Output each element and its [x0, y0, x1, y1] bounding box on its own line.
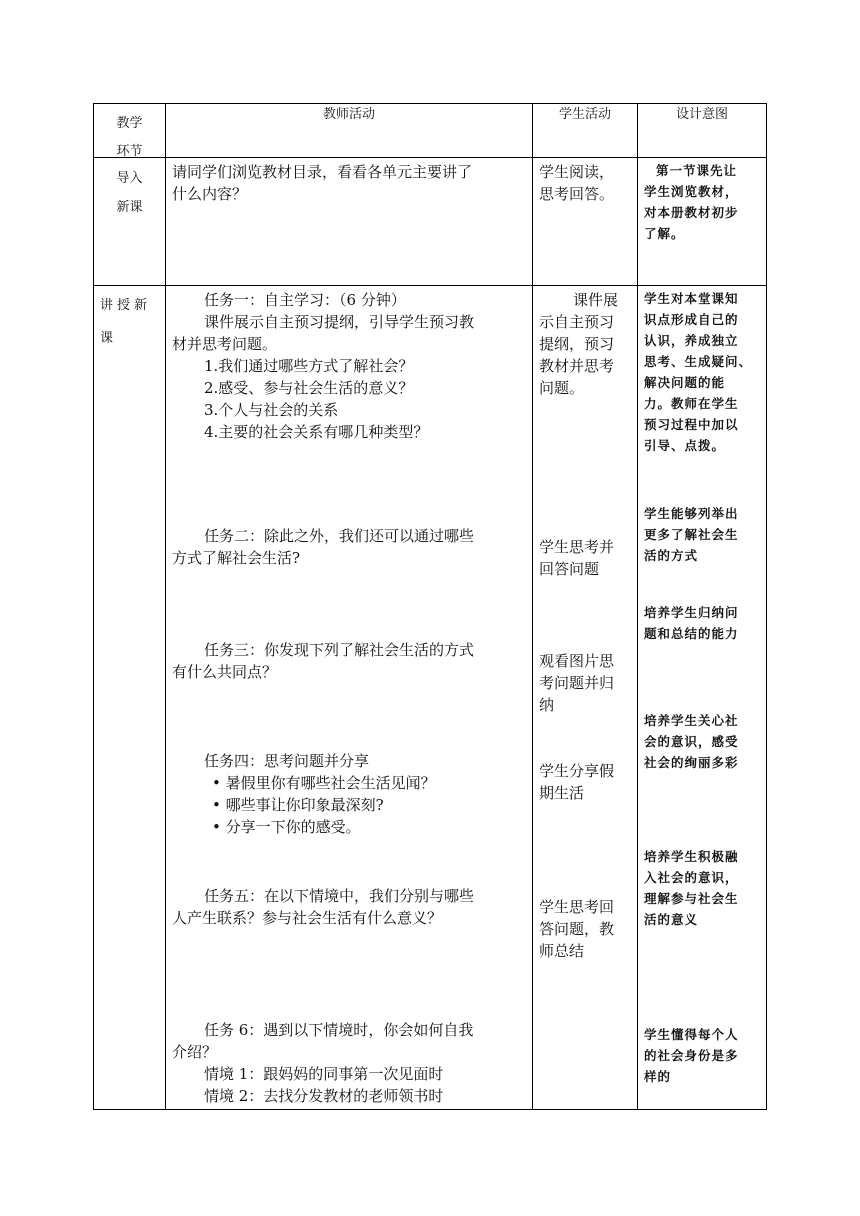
task6-intent-line: 的社会身份是多 — [644, 1048, 739, 1063]
task2-line: 任务二：除此之外，我们还可以通过哪些 — [204, 527, 475, 545]
task5-line: 人产生联系？参与社会生活有什么意义？ — [172, 909, 443, 927]
task2-intent-line: 更多了解社会生 — [644, 527, 739, 542]
task3-teacher-activity — [172, 639, 530, 683]
task6-intent-line: 样的 — [644, 1069, 672, 1084]
task4-intent-line: 会的意识，感受 — [644, 734, 739, 749]
task1-intent-line: 学生对本堂课知 — [644, 291, 739, 306]
task1-student-line: 提纲，预习 — [539, 335, 615, 353]
task1-question: 4.主要的社会关系有哪几种类型？ — [204, 423, 429, 441]
task1-title: 任务一：自主学习：（6 分钟） — [204, 291, 406, 309]
stage-new-lesson — [100, 289, 164, 355]
table-border-bottom — [93, 1109, 767, 1110]
table-row-divider — [93, 157, 767, 158]
intro-intent-line: 第一节课先让 — [656, 163, 738, 178]
task1-desc-line: 课件展示自主预习提纲，引导学生预习教 — [204, 313, 475, 331]
task5-intent-line: 活的意义 — [644, 912, 699, 927]
task4-bullet: • 暑假里你有哪些社会生活见闻？ — [212, 774, 436, 792]
task3-student-activity — [539, 650, 635, 716]
table-col-divider — [532, 103, 533, 1110]
task1-intent-line: 认识，养成独立 — [644, 333, 739, 348]
task1-intent-line: 力。教师在学生 — [644, 396, 739, 411]
task3-student-line: 考问题并归 — [539, 674, 615, 692]
stage-new-lesson-line: 课 — [100, 331, 118, 346]
table-border-left — [93, 103, 94, 1110]
task6-design-intent — [644, 1024, 766, 1087]
task1-question: 1.我们通过哪些方式了解社会？ — [204, 357, 414, 375]
header-stage — [94, 110, 165, 166]
task6-intent-line: 学生懂得每个人 — [644, 1027, 739, 1042]
task4-student-line: 学生分享假 — [539, 762, 615, 780]
intro-student-line: 学生阅读， — [539, 163, 615, 181]
task5-student-line: 答问题，教 — [539, 920, 615, 938]
task1-intent-line: 预习过程中加以 — [644, 417, 739, 432]
table-border-right — [766, 103, 767, 1110]
task2-design-intent — [644, 503, 766, 566]
task2-teacher-activity — [172, 525, 530, 569]
stage-new-lesson-line: 讲授新 — [100, 298, 152, 313]
task4-bullet: • 哪些事让你印象最深刻? — [212, 796, 384, 814]
intro-intent-line: 对本册教材初步 — [644, 205, 739, 220]
task5-student-activity — [539, 896, 635, 962]
table-col-divider — [637, 103, 638, 1110]
intro-teacher-line: 请同学们浏览教材目录，看看各单元主要讲了 — [172, 163, 473, 181]
task1-student-line: 示自主预习 — [539, 313, 615, 331]
intro-student-activity — [539, 161, 635, 205]
intro-student-line: 思考回答。 — [539, 185, 615, 203]
task5-teacher-activity — [172, 885, 530, 929]
task6-scenario: 情境 2：去找分发教材的老师领书时 — [204, 1087, 444, 1105]
task2-line: 方式了解社会生活? — [172, 549, 301, 567]
task4-student-line: 期生活 — [539, 784, 585, 802]
task2-intent-line: 活的方式 — [644, 548, 699, 563]
header-student-activity: 学生活动 — [558, 107, 611, 122]
task5-student-line: 师总结 — [539, 942, 585, 960]
task2-student-activity — [539, 536, 635, 580]
task2-student-line: 学生思考并 — [539, 538, 615, 556]
task4-student-activity — [539, 760, 635, 804]
task4-design-intent — [644, 710, 766, 773]
task3-design-intent — [644, 602, 766, 644]
task1-desc-line: 材并思考问题。 — [172, 335, 278, 353]
task5-design-intent — [644, 846, 766, 930]
task1-student-line: 课件展 — [573, 291, 619, 309]
task3-student-line: 观看图片思 — [539, 652, 615, 670]
intro-intent-line: 了解。 — [644, 226, 685, 241]
task4-intent-line: 培养学生关心社 — [644, 713, 739, 728]
table-row-divider — [93, 285, 767, 286]
task4-intent-line: 社会的绚丽多彩 — [644, 755, 739, 770]
task1-intent-line: 引导、点拨。 — [644, 438, 726, 453]
task5-intent-line: 培养学生积极融 — [644, 849, 739, 864]
task3-line: 任务三：你发现下列了解社会生活的方式 — [204, 641, 475, 659]
task1-student-activity — [539, 289, 635, 399]
task5-intent-line: 入社会的意识， — [644, 870, 739, 885]
header-stage-line: 教学 — [116, 116, 143, 131]
intro-teacher-line: 什么内容？ — [172, 185, 248, 203]
task6-line: 介绍？ — [172, 1043, 218, 1061]
task1-question: 3.个人与社会的关系 — [204, 401, 339, 419]
task5-intent-line: 理解参与社会生 — [644, 891, 739, 906]
task3-intent-line: 培养学生归纳问 — [644, 605, 739, 620]
task5-student-line: 学生思考回 — [539, 898, 615, 916]
task4-teacher-activity — [172, 750, 530, 838]
header-design-intent: 设计意图 — [675, 107, 728, 122]
stage-intro-line: 导入 — [116, 171, 143, 186]
task6-line: 任务 6：遇到以下情境时，你会如何自我 — [204, 1021, 474, 1039]
task3-intent-line: 题和总结的能力 — [644, 626, 739, 641]
task6-teacher-activity — [172, 1019, 530, 1107]
task4-bullet: • 分享一下你的感受。 — [212, 818, 361, 836]
task1-intent-line: 思考、生成疑问、 — [644, 354, 753, 369]
table-col-divider — [165, 103, 166, 1110]
task1-intent-line: 解决问题的能 — [644, 375, 726, 390]
header-stage-line: 环节 — [116, 144, 143, 159]
task5-line: 任务五：在以下情境中，我们分别与哪些 — [204, 887, 475, 905]
task6-scenario: 情境 1：跟妈妈的同事第一次见面时 — [204, 1065, 444, 1083]
task1-question: 2.感受、参与社会生活的意义？ — [204, 379, 414, 397]
stage-intro — [94, 164, 165, 222]
task1-student-line: 问题。 — [539, 379, 585, 397]
intro-teacher-activity — [172, 161, 530, 205]
stage-intro-line: 新课 — [116, 200, 143, 215]
task1-student-line: 教材并思考 — [539, 357, 615, 375]
task4-title: 任务四：思考问题并分享 — [204, 752, 370, 770]
task2-student-line: 回答问题 — [539, 560, 600, 578]
task3-line: 有什么共同点？ — [172, 663, 278, 681]
intro-intent-line: 学生浏览教材， — [644, 184, 739, 199]
task1-teacher-activity — [172, 289, 530, 443]
task1-intent-line: 识点形成自己的 — [644, 312, 739, 327]
task2-intent-line: 学生能够列举出 — [644, 506, 739, 521]
task1-design-intent — [644, 288, 766, 456]
header-teacher-activity: 教师活动 — [322, 107, 375, 122]
intro-design-intent — [644, 160, 766, 244]
task3-student-line: 纳 — [539, 696, 555, 714]
